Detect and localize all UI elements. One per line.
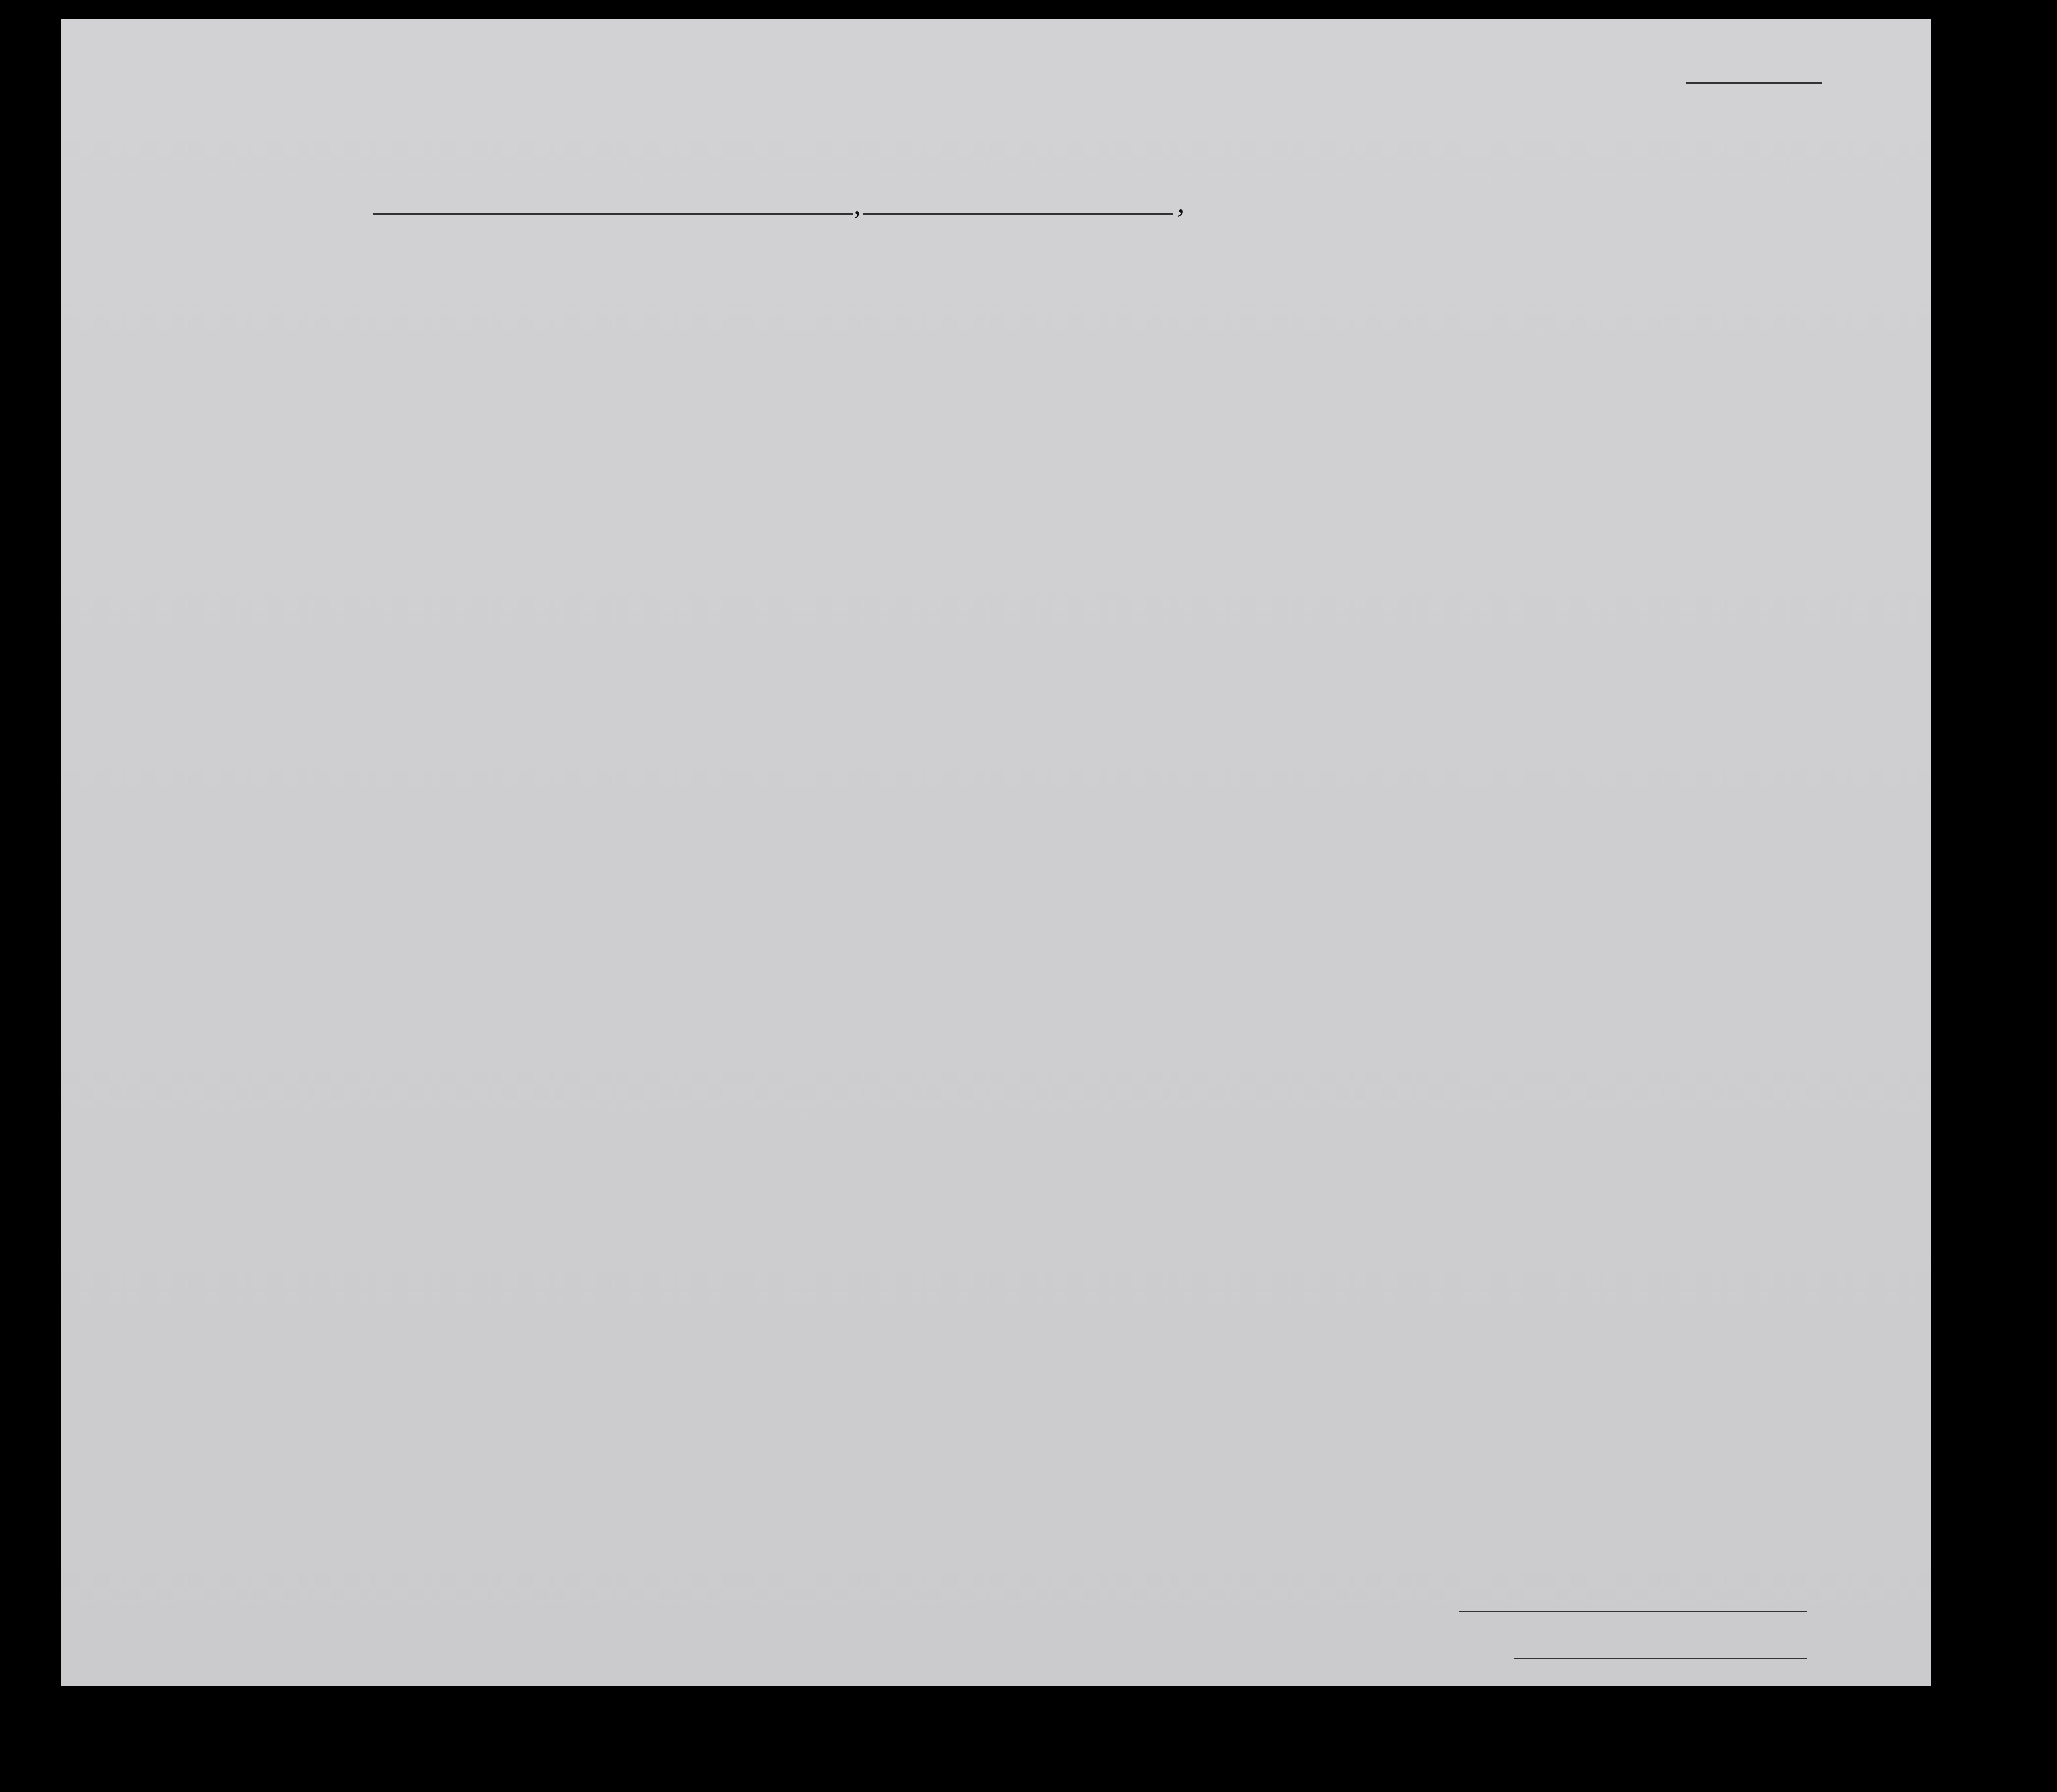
local-agents-field <box>1514 1658 1807 1659</box>
year-prefix: , <box>1178 187 1185 219</box>
comma-separator: , <box>854 190 861 220</box>
line-field <box>1459 1611 1807 1612</box>
